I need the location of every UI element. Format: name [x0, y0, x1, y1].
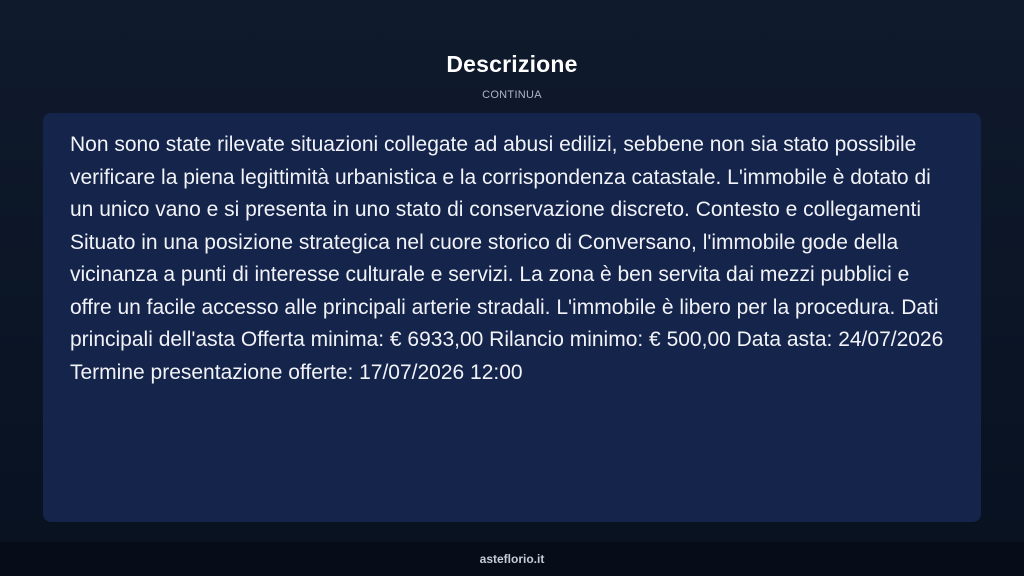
footer: [0, 542, 1024, 576]
description-text: Non sono state rilevate situazioni collegate ad abusi edilizi, sebbene non sia stato possibile verificare la piena legittimità urbanistica e la corrispondenza catastale. L'immobile è dotato di un unico vano e si presenta in uno stato di conservazione discreto. Contesto e collegamenti Situato in una posizione strategica nel cuore storico di Conversano, l'immobile gode della vicinanza a punti di interesse culturale e servizi. La zona è ben servita dai mezzi pubblici e offre un facile accesso alle principali arterie stradali. L'immobile è libero per la procedura. Dati principali dell'asta Offerta minima: € 6933,00 Rilancio minimo: € 500,00 Data asta: 24/07/2026 Termine presentazione offerte: 17/07/2026 12:00: [70, 133, 944, 384]
header: [0, 48, 1024, 102]
description-card: [43, 113, 981, 522]
continue-label: CONTINUA: [482, 89, 542, 101]
page-title: Descrizione: [446, 51, 578, 77]
footer-site-name: asteflorio.it: [479, 552, 545, 566]
